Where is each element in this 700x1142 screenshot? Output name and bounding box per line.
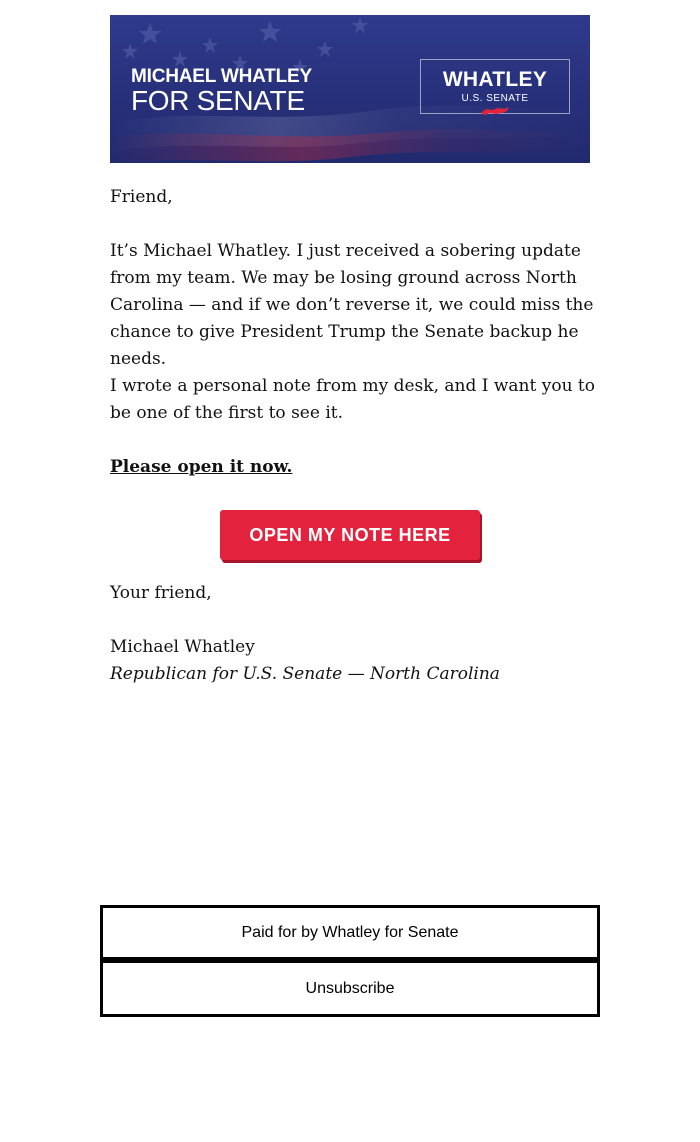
body-paragraph-2-text: I wrote a personal note from my desk, and I want you to be one of the first to see it. xyxy=(110,376,595,423)
signature-title: Republican for U.S. Senate — North Carolina xyxy=(110,664,500,684)
signature xyxy=(110,634,600,688)
body-paragraph-1-text: It’s Michael Whatley. I just received a sobering update from my team. We may be losing ground across North Carolina — and if we don’t reverse it, we could miss the chance to give President Trump the Senate backup he needs. xyxy=(110,241,594,369)
greeting-text: Friend, xyxy=(110,187,173,207)
logo-subtitle: U.S. SENATE xyxy=(461,93,529,104)
banner-title-line2: FOR SENATE xyxy=(131,85,305,116)
banner-title-line1: MICHAEL WHATLEY xyxy=(131,66,313,87)
banner-title xyxy=(131,67,312,115)
signature-name: Michael Whatley xyxy=(110,637,255,657)
paid-for-disclaimer: Paid for by Whatley for Senate xyxy=(100,905,600,960)
logo-name: WHATLEY xyxy=(442,68,548,91)
closing xyxy=(110,580,600,607)
open-note-button[interactable]: OPEN MY NOTE HERE xyxy=(220,510,480,560)
greeting xyxy=(110,184,600,211)
whatley-logo xyxy=(420,59,570,114)
cta-link[interactable]: Please open it now. xyxy=(110,457,293,477)
header-banner xyxy=(110,15,590,163)
closing-text: Your friend, xyxy=(110,583,212,603)
unsubscribe-link[interactable]: Unsubscribe xyxy=(100,960,600,1017)
cta-text-link[interactable] xyxy=(110,454,600,481)
body-paragraph-2 xyxy=(110,373,600,427)
north-carolina-state-icon xyxy=(480,106,510,116)
body-paragraph-1 xyxy=(110,238,600,373)
